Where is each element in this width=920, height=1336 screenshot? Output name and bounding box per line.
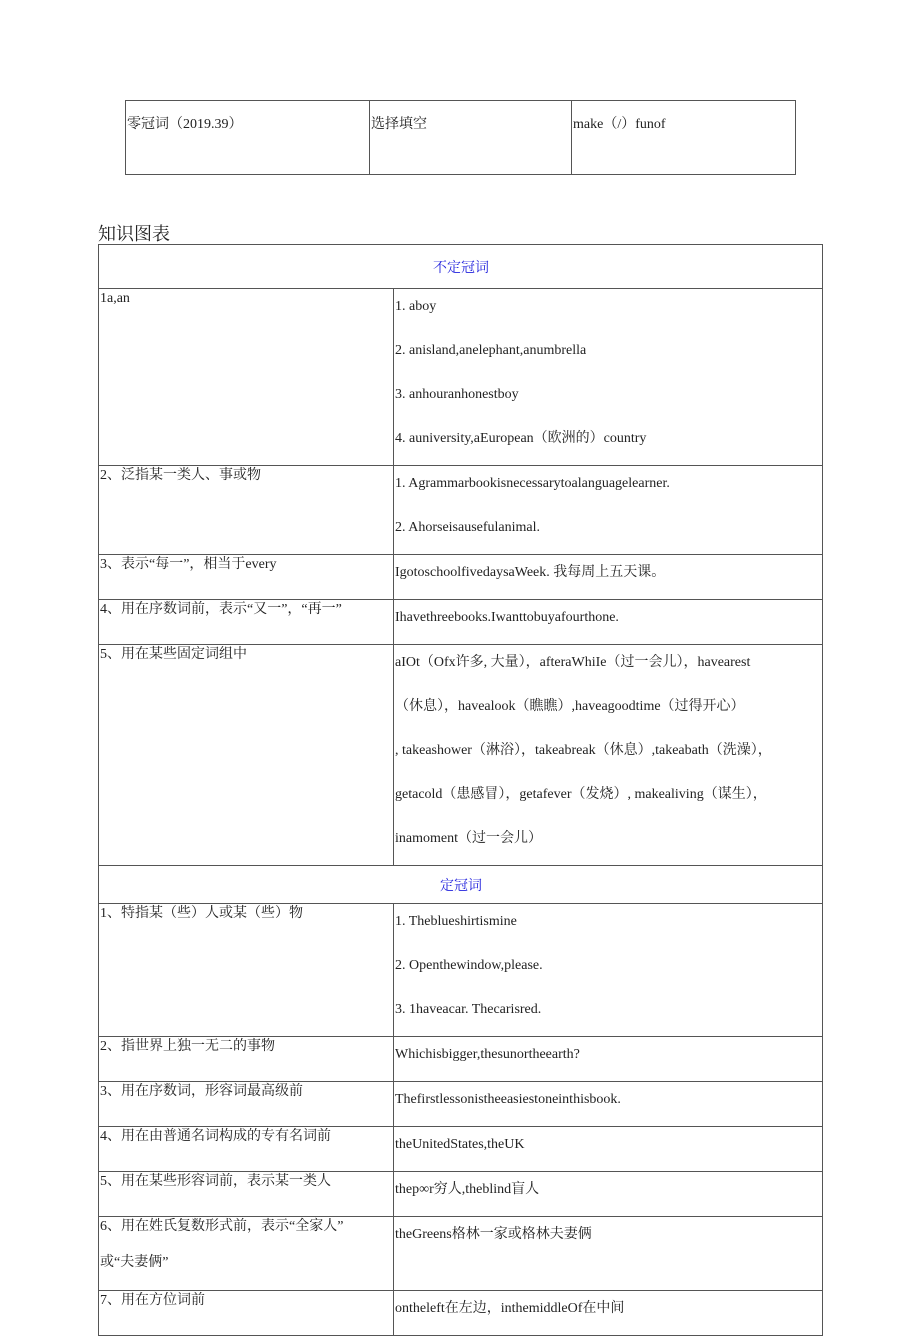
usage-text: 4、用在序数词前，表示“又一”，“再一” <box>100 602 342 617</box>
usage-text: 5、用在某些固定词组中 <box>100 647 247 662</box>
example-text: getacold（患感冒），getafever（发烧）, makealiving（谋生）， <box>395 787 767 802</box>
usage-text: 或“夫妻俩” <box>100 1255 169 1270</box>
usage-cell <box>99 1172 394 1217</box>
example-text: thep∞r穷人,theblind盲人 <box>395 1182 540 1197</box>
examples-cell <box>394 1217 823 1291</box>
usage-text: 3、用在序数词，形容词最高级前 <box>100 1084 303 1099</box>
usage-cell <box>99 1291 394 1336</box>
answer-cell: make（/）funof <box>572 101 796 175</box>
usage-text: 1a,an <box>100 291 130 306</box>
example-text: 3. 1haveacar. Thecarisred. <box>395 1002 542 1017</box>
examples-cell <box>394 904 823 1037</box>
table-row <box>126 101 796 175</box>
example-text: , takeashower（淋浴），takeabreak（休息）,takeabath（洗澡）， <box>395 743 772 758</box>
question-type-cell: 选择填空 <box>370 101 572 175</box>
topic-cell: 零冠词（2019.39） <box>126 101 370 175</box>
table-row <box>99 645 823 866</box>
example-text: 1. aboy <box>395 299 437 314</box>
example-text: 1. Theblueshirtismine <box>395 914 517 929</box>
table-row <box>99 1127 823 1172</box>
examples-cell <box>394 1291 823 1336</box>
section-heading: 知识图表 <box>98 224 170 244</box>
example-text: theUnitedStates,theUK <box>395 1137 525 1152</box>
example-text: 4. auniversity,aEuropean（欧洲的）country <box>395 431 647 446</box>
examples-cell <box>394 1172 823 1217</box>
usage-cell <box>99 555 394 600</box>
examples-cell <box>394 289 823 466</box>
table-row <box>99 1037 823 1082</box>
examples-cell <box>394 1082 823 1127</box>
section-header-row <box>99 866 823 904</box>
usage-cell <box>99 466 394 555</box>
example-text: Thefirstlessonistheeasiestoneinthisbook. <box>395 1092 621 1107</box>
section-title: 不定冠词 <box>99 245 823 289</box>
knowledge-chart-table <box>98 244 823 1336</box>
example-text: 2. anisland,anelephant,anumbrella <box>395 343 587 358</box>
example-text: theGreens格林一家或格林夫妻俩 <box>395 1227 592 1242</box>
table-row <box>99 289 823 466</box>
example-text: IgotoschoolfivedaysaWeek. 我每周上五天课。 <box>395 565 666 580</box>
exam-info-table <box>125 100 796 175</box>
table-row <box>99 904 823 1037</box>
table-row <box>99 600 823 645</box>
examples-cell <box>394 1037 823 1082</box>
usage-cell <box>99 289 394 466</box>
usage-cell <box>99 904 394 1037</box>
usage-text: 4、用在由普通名词构成的专有名词前 <box>100 1129 331 1144</box>
example-text: Ihavethreebooks.Iwanttobuyafourthone. <box>395 610 619 625</box>
example-text: （休息），havealook（瞧瞧）,haveagoodtime（过得开心） <box>395 699 745 714</box>
example-text: 3. anhouranhonestboy <box>395 387 519 402</box>
usage-cell <box>99 1127 394 1172</box>
section-title: 定冠词 <box>99 866 823 904</box>
usage-cell <box>99 1037 394 1082</box>
usage-text: 2、指世界上独一无二的事物 <box>100 1039 275 1054</box>
usage-text: 5、用在某些形容词前，表示某一类人 <box>100 1174 331 1189</box>
section-header-row <box>99 245 823 289</box>
table-row <box>99 555 823 600</box>
table-row <box>99 1217 823 1291</box>
examples-cell <box>394 645 823 866</box>
table-row <box>99 1172 823 1217</box>
usage-text: 6、用在姓氏复数形式前，表示“全家人” <box>100 1219 344 1234</box>
example-text: Whichisbigger,thesunortheearth? <box>395 1047 580 1062</box>
usage-cell <box>99 1082 394 1127</box>
usage-cell <box>99 1217 394 1291</box>
table-row <box>99 1082 823 1127</box>
example-text: aIOt（Ofx许多, 大量），afteraWhiIe（过一会儿），havearest <box>395 655 751 670</box>
examples-cell <box>394 600 823 645</box>
example-text: ontheleft在左边，inthemiddleOf在中间 <box>395 1301 625 1316</box>
example-text: inamoment（过一会儿） <box>395 831 542 846</box>
usage-text: 7、用在方位词前 <box>100 1293 205 1308</box>
usage-text: 3、表示“每一”，相当于every <box>100 557 277 572</box>
example-text: 2. Ahorseisausefulanimal. <box>395 520 541 535</box>
usage-text: 1、特指某（些）人或某（些）物 <box>100 906 303 921</box>
usage-cell <box>99 600 394 645</box>
usage-text: 2、泛指某一类人、事或物 <box>100 468 261 483</box>
examples-cell <box>394 555 823 600</box>
example-text: 1. Agrammarbookisnecessarytoalanguagelearner. <box>395 476 670 491</box>
example-text: 2. Openthewindow,please. <box>395 958 543 973</box>
examples-cell <box>394 466 823 555</box>
usage-cell <box>99 645 394 866</box>
table-row <box>99 466 823 555</box>
table-row <box>99 1291 823 1336</box>
examples-cell <box>394 1127 823 1172</box>
